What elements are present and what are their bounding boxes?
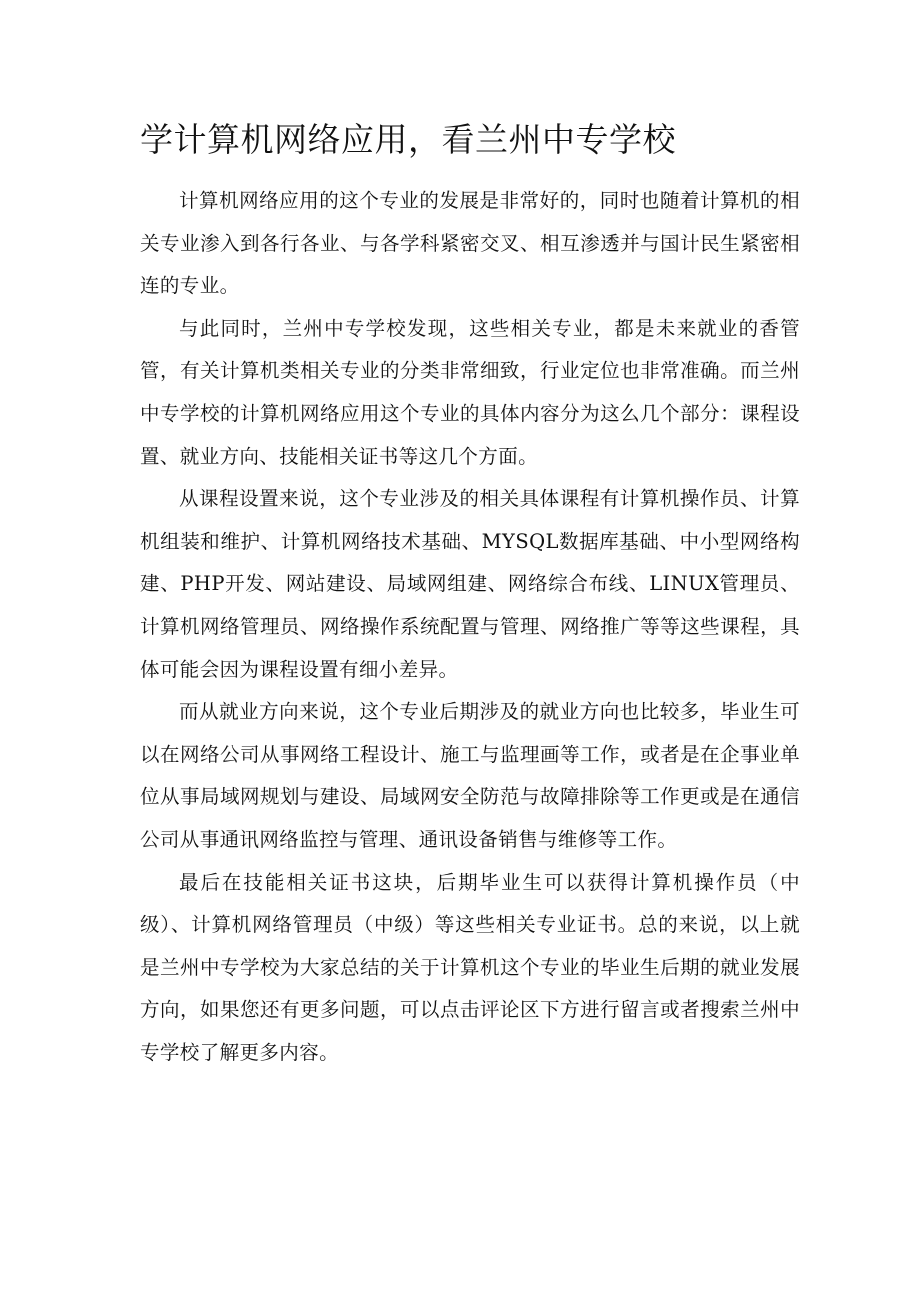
document-page (140, 112, 800, 1074)
paragraph-overview: 与此同时，兰州中专学校发现，这些相关专业，都是未来就业的香管管，有关计算机类相关专业的分类非常细致，行业定位也非常准确。而兰州中专学校的计算机网络应用这个专业的具体内容分为这么几个部分：课程设置、就业方向、技能相关证书等这几个方面。 (140, 316, 800, 468)
paragraph-intro: 计算机网络应用的这个专业的发展是非常好的，同时也随着计算机的相关专业渗入到各行各业、与各学科紧密交叉、相互渗透并与国计民生紧密相连的专业。 (140, 189, 800, 298)
paragraph-courses: 从课程设置来说，这个专业涉及的相关具体课程有计算机操作员、计算机组装和维护、计算机网络技术基础、MYSQL数据库基础、中小型网络构建、PHP开发、网站建设、局域网组建、网络综合布线、LINUX管理员、计算机网络管理员、网络操作系统配置与管理、网络推广等等这些课程，具体可能会因为课程设置有细小差异。 (140, 487, 800, 681)
paragraph-employment: 而从就业方向来说，这个专业后期涉及的就业方向也比较多，毕业生可以在网络公司从事网络工程设计、施工与监理画等工作，或者是在企事业单位从事局域网规划与建设、局域网安全防范与故障排除等工作更或是在通信公司从事通讯网络监控与管理、通讯设备销售与维修等工作。 (140, 700, 800, 851)
document-title: 学计算机网络应用，看兰州中专学校 (140, 120, 676, 159)
paragraph-certificates: 最后在技能相关证书这块，后期毕业生可以获得计算机操作员（中级）、计算机网络管理员（中级）等这些相关专业证书。总的来说，以上就是兰州中专学校为大家总结的关于计算机这个专业的毕业生后期的就业发展方向，如果您还有更多问题，可以点击评论区下方进行留言或者搜索兰州中专学校了解更多内容。 (140, 870, 800, 1064)
